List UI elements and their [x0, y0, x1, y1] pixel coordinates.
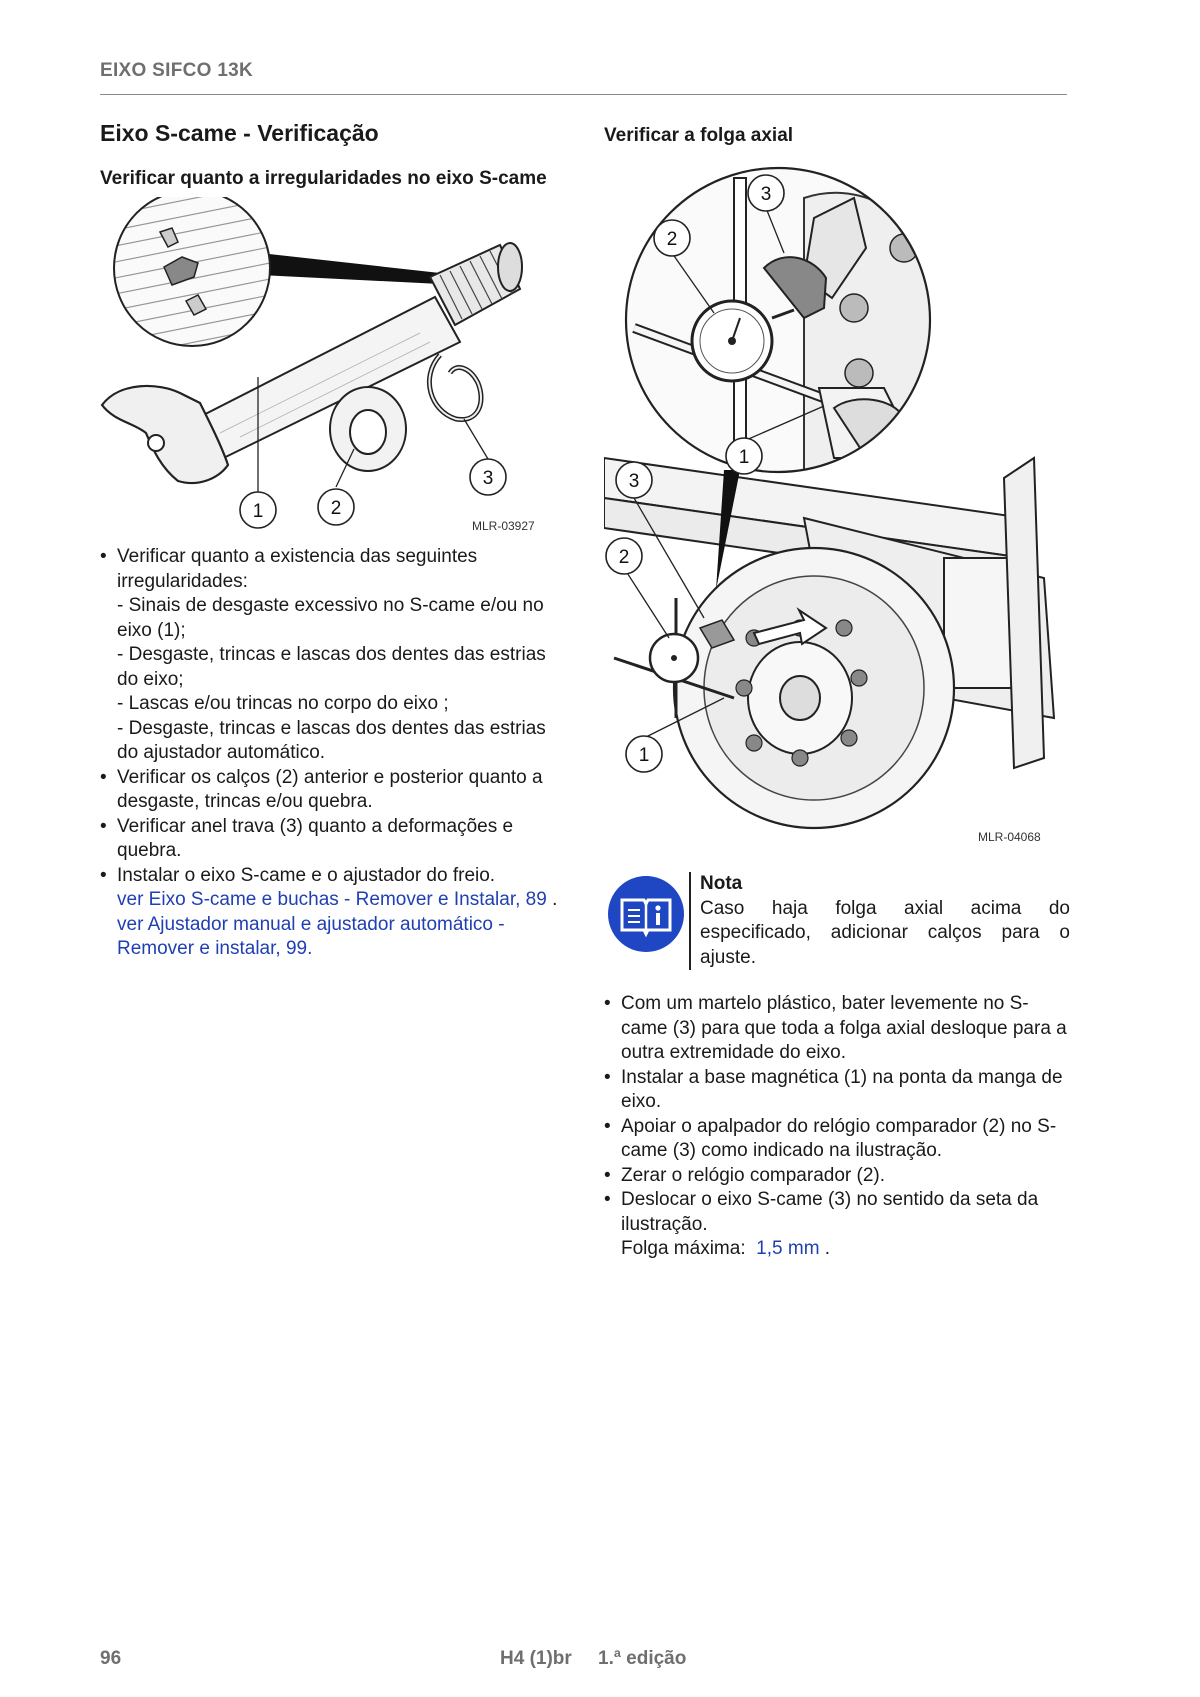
list-item-text: Deslocar o eixo S-came (3) no sentido da seta da ilustração.: [621, 1189, 1039, 1235]
running-header: EIXO SIFCO 13K: [100, 60, 254, 81]
list-item-text: Verificar anel trava (3) quanto a deformações e quebra.: [117, 815, 514, 861]
max-play-line: [621, 1237, 1074, 1262]
list-item: • Zerar o relógio comparador (2).: [604, 1164, 885, 1186]
list-item: • Instalar a base magnética (1) na ponta da manga de eixo.: [604, 1066, 1063, 1112]
list-item-text: Apoiar o apalpador do relógio comparador (2) no S-came (3) como indicado na ilustração.: [621, 1115, 1057, 1161]
link-adjuster-remove-install[interactable]: ver Ajustador manual e ajustador automático - Remover e instalar, 99.: [117, 913, 505, 959]
callout-2: 2: [618, 547, 630, 568]
list-item-subline: - Desgaste, trincas e lascas dos dentes das estrias do ajustador automático.: [117, 717, 546, 763]
list-item-text: Zerar o relógio comparador (2).: [621, 1164, 885, 1186]
list-item: • Verificar os calços (2) anterior e posterior quanto a desgaste, trincas e/ou quebra.: [100, 766, 570, 815]
note-text: [700, 872, 1070, 970]
header-divider: [100, 94, 1067, 95]
s-cam-shaft-illustration: [100, 197, 570, 537]
list-item: • Verificar anel trava (3) quanto a deformações e quebra.: [100, 815, 570, 864]
section-title: Eixo S-came - Verificação: [100, 120, 379, 146]
list-item-subline: - Desgaste, trincas e lascas dos dentes das estrias do eixo;: [117, 644, 546, 690]
edition: 1.ª edição: [598, 1648, 687, 1669]
right-column: [604, 118, 1074, 1262]
callout-1: 1: [638, 745, 650, 766]
callout-3: 3: [628, 471, 640, 492]
s-cam-shaft-figure: [100, 197, 570, 537]
list-item: • Apoiar o apalpador do relógio comparador (2) no S-came (3) como indicado na ilustração.: [604, 1115, 1057, 1161]
max-play-suffix: .: [819, 1238, 831, 1259]
callout-3: 3: [482, 468, 494, 489]
max-play-value[interactable]: 1,5 mm: [756, 1238, 820, 1259]
page-number: 96: [100, 1648, 122, 1669]
list-item: • Verificar quanto a existencia das seguintes irregularidades: - Sinais de desgaste excessivo no S-came e/ou no eixo (1); - Desgaste, trincas e lascas dos dentes das estrias do eixo; - Lascas e/ou trincas no corpo do eixo ; - Desgaste, trincas e lascas dos dentes das estrias do ajustador automático.: [100, 545, 570, 766]
note-label: Nota: [700, 873, 743, 894]
figure-code: MLR-04068: [978, 830, 1041, 844]
document-code: H4 (1)br: [500, 1648, 572, 1669]
book-info-icon: [608, 876, 684, 952]
axial-play-illustration: [604, 158, 1064, 858]
axial-play-figure: [604, 158, 1064, 858]
note-box: [604, 872, 1074, 970]
left-column: [100, 118, 570, 962]
list-item-text: Instalar o eixo S-came e o ajustador do freio.: [117, 864, 496, 886]
list-item-text: Verificar os calços (2) anterior e posterior quanto a desgaste, trincas e/ou quebra.: [117, 766, 543, 812]
subsection-title: Verificar quanto a irregularidades no eixo S-came: [100, 168, 547, 189]
list-item: • Deslocar o eixo S-came (3) no sentido da seta da ilustração. Folga máxima: 1,5 mm .: [604, 1188, 1074, 1262]
list-item: • Com um martelo plástico, bater levemente no S-came (3) para que toda a folga axial desloque para a outra extremidade do eixo.: [604, 993, 1067, 1063]
procedure-list: [604, 992, 1074, 1262]
callout-1: 1: [738, 447, 750, 468]
callout-3: 3: [760, 184, 772, 205]
max-play-label: Folga máxima:: [621, 1238, 746, 1259]
link-suffix: .: [546, 889, 558, 910]
list-item-text: Verificar quanto a existencia das seguintes irregularidades:: [117, 546, 478, 592]
link-s-cam-remove-install[interactable]: ver Eixo S-came e buchas - Remover e Instalar, 89: [117, 889, 547, 910]
list-item-text: Com um martelo plástico, bater levemente no S-came (3) para que toda a folga axial desloque para a outra extremidade do eixo.: [621, 993, 1067, 1063]
callout-2: 2: [330, 498, 342, 519]
callout-1: 1: [252, 501, 264, 522]
note-divider: [689, 872, 691, 970]
figure-code: MLR-03927: [472, 519, 535, 533]
list-item-text: Instalar a base magnética (1) na ponta da manga de eixo.: [621, 1066, 1063, 1112]
inspection-list: [100, 545, 570, 962]
subsection-title: Verificar a folga axial: [604, 125, 794, 146]
callout-2: 2: [666, 229, 678, 250]
list-item-subline: - Lascas e/ou trincas no corpo do eixo ;: [117, 693, 449, 714]
list-item-subline: - Sinais de desgaste excessivo no S-came e/ou no eixo (1);: [117, 595, 544, 641]
list-item: • Instalar o eixo S-came e o ajustador do freio. ver Eixo S-came e buchas - Remover e Instalar, 89 . ver Ajustador manual e ajustador automático - Remover e instalar, 99.: [100, 864, 570, 962]
note-body: Caso haja folga axial acima do especificado, adicionar calços para o ajuste.: [700, 897, 1070, 968]
